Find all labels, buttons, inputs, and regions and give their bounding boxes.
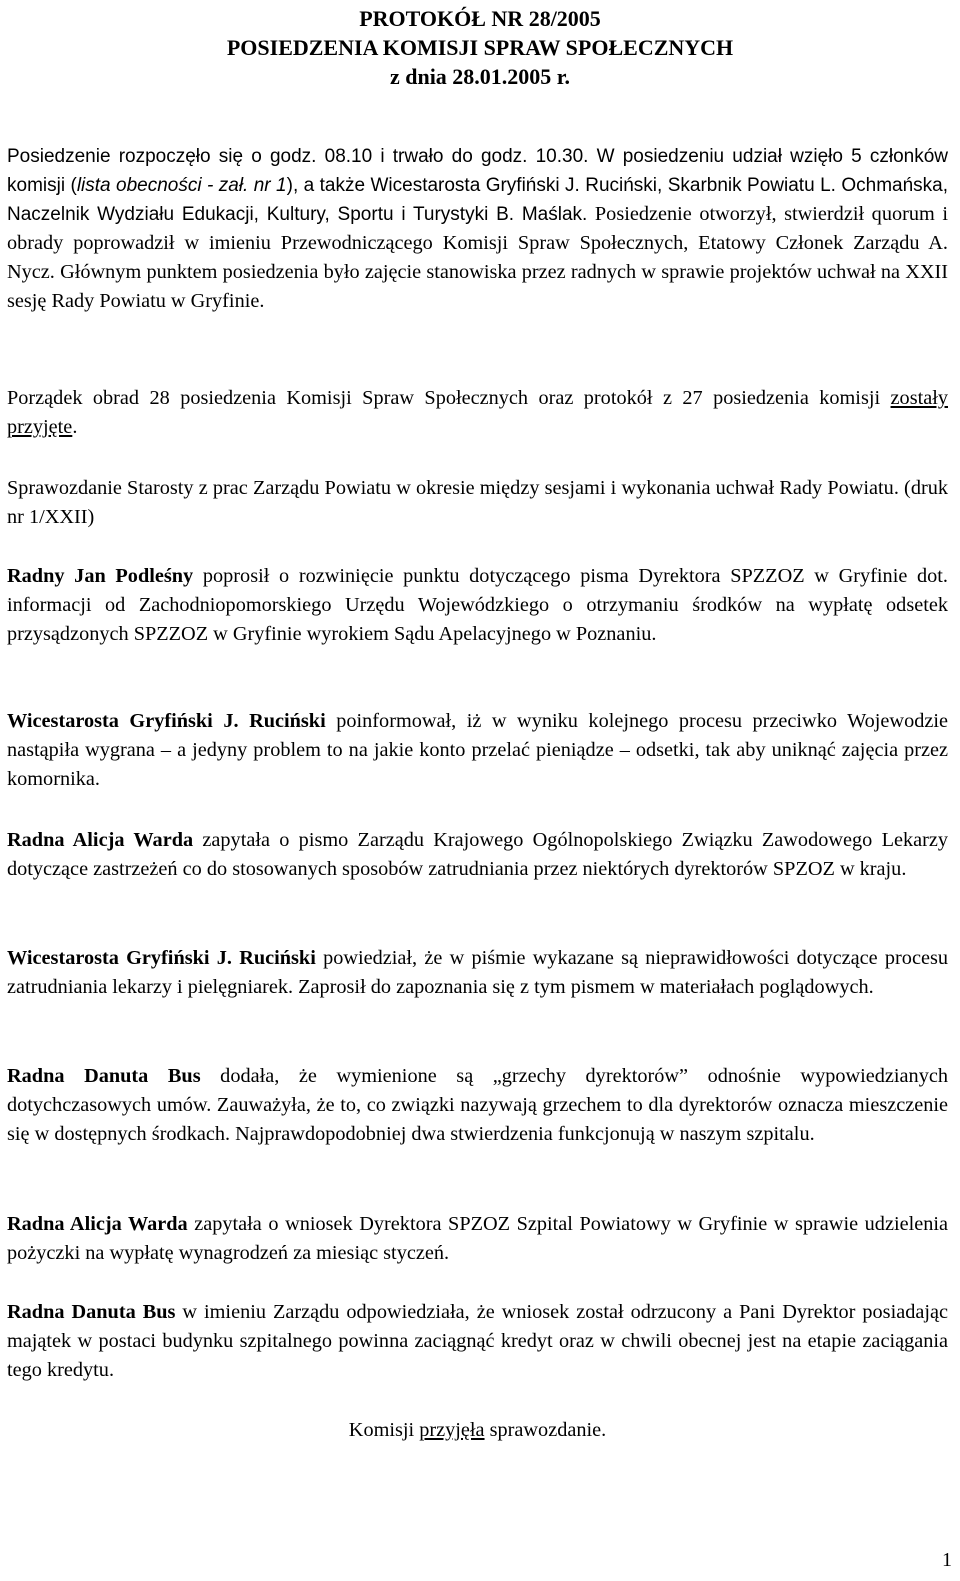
meeting-date: z dnia 28.01.2005 r. (389, 64, 571, 89)
conclusion-end: sprawozdanie. (484, 1419, 607, 1441)
committee-title: POSIEDZENIA KOMISJI SPRAW SPOŁECZNYCH (226, 35, 734, 60)
paragraph-opening (7, 142, 948, 316)
paragraph-bus-1 (7, 1062, 948, 1149)
speaker-name: Radna Danuta Bus (7, 1301, 176, 1323)
agenda-text: Porządek obrad 28 posiedzenia Komisji Spraw Społecznych oraz protokół z 27 posiedzenia komisji (7, 387, 891, 409)
speaker-name: Radna Danuta Bus (7, 1065, 201, 1087)
conclusion-accepted: przyjęła (419, 1419, 485, 1441)
speaker-name: Radna Alicja Warda (7, 1213, 188, 1235)
speaker-name: Radny Jan Podleśny (7, 565, 194, 587)
statement-text: zapytała o pismo Zarządu Krajowego Ogólnopolskiego Związku Zawodowego Lekarzy dotyczące zastrzeżeń co do stosowanych sposobów zatrudniania przez niektórych dyrektorów SPZOZ w kraju. (7, 829, 949, 880)
page-number: 1 (942, 1549, 952, 1571)
opening-text-4: Głównym punktem posiedzenia było zajęcie stanowiska przez radnych w sprawie projektów uchwał na XXII sesję Rady Powiatu w Gryfinie. (7, 261, 948, 312)
paragraph-agenda (7, 384, 948, 442)
conclusion-start: Komisji (348, 1419, 420, 1441)
agenda-end: . (72, 416, 78, 438)
paragraph-warda-2 (7, 1210, 948, 1268)
speaker-name: Wicestarosta Gryfiński J. Ruciński (7, 947, 316, 969)
speaker-name: Radna Alicja Warda (7, 829, 194, 851)
statement-text: zapytała o wniosek Dyrektora SPZOZ Szpital Powiatowy w Gryfinie w sprawie udzielenia pożyczki na wypłatę wynagrodzeń za miesiąc styczeń. (7, 1213, 948, 1264)
opening-text-2: ), a także Wicestarosta Gryfiński J. Ruciński, Skarbnik Powiatu L. Ochmańska, Naczelnik Wydziału Edukacji, Kultury, Sportu i Turystyki B. Maślak. (7, 175, 948, 225)
document-header (0, 4, 960, 91)
statement-text: poprosił o rozwinięcie punktu dotyczącego pisma Dyrektora SPZZOZ w Gryfinie dot. informacji od Zachodniopomorskiego Urzędu Wojewódzkiego o otrzymaniu środków na wypłatę odsetek przysądzonych SPZZOZ w Gryfinie wyrokiem Sądu Apelacyjnego w Poznaniu. (7, 565, 948, 645)
paragraph-warda-1 (7, 826, 948, 884)
opening-text-3: Posiedzenie otworzył, stwierdził quorum i obrady poprowadził w imieniu Przewodniczącego Komisji Spraw Społecznych, Etatowy Członek Zarządu A. Nycz. (7, 203, 948, 283)
agenda-accepted: zostały przyjęte (7, 387, 948, 438)
paragraph-rucinski-2 (7, 944, 948, 1002)
report-text: Sprawozdanie Starosty z prac Zarządu Powiatu w okresie między sesjami i wykonania uchwał Rady Powiatu. (druk nr 1/XXII) (7, 477, 948, 528)
statement-text: dodała, że wymienione są „grzechy dyrektorów” odnośnie wypowiedzianych dotychczasowych umów. Zauważyła, że to, co związki nazywają grzechem to dla dyrektorów oznacza mieszczenie się w dostępnych środkach. Najprawdopodobniej dwa stwierdzenia funkcjonują w naszym szpitalu. (7, 1065, 948, 1145)
paragraph-rucinski-1 (7, 707, 948, 794)
statement-text: poinformował, iż w wyniku kolejnego procesu przeciwko Wojewodzie nastąpiła wygrana – a jedyny problem to na jakie konto przelać pieniądze – odsetki, tak aby uniknąć zajęcia przez komornika. (7, 710, 948, 790)
opening-text-1: Posiedzenie rozpoczęło się o godz. 08.10 i trwało do godz. 10.30. W posiedzeniu udział wzięło 5 członków komisji ( (7, 146, 948, 196)
statement-text: powiedział, że w piśmie wykazane są nieprawidłowości dotyczące procesu zatrudniania lekarzy i pielęgniarek. Zaprosił do zapoznania się z tym pismem w materiałach poglądowych. (7, 947, 948, 998)
paragraph-conclusion (7, 1416, 948, 1445)
statement-text: w imieniu Zarządu odpowiedziała, że wniosek został odrzucony a Pani Dyrektor posiadając majątek w postaci budynku szpitalnego powinna zaciągnąć kredyt oraz w chwili obecnej jest na etapie zaciągania tego kredytu. (7, 1301, 948, 1381)
paragraph-bus-2 (7, 1298, 948, 1385)
attendance-note: lista obecności - zał. nr 1 (76, 175, 287, 196)
paragraph-podlesny (7, 562, 948, 649)
speaker-name: Wicestarosta Gryfiński J. Ruciński (7, 710, 326, 732)
paragraph-report (7, 474, 948, 532)
protocol-title: PROTOKÓŁ NR 28/2005 (359, 6, 601, 31)
